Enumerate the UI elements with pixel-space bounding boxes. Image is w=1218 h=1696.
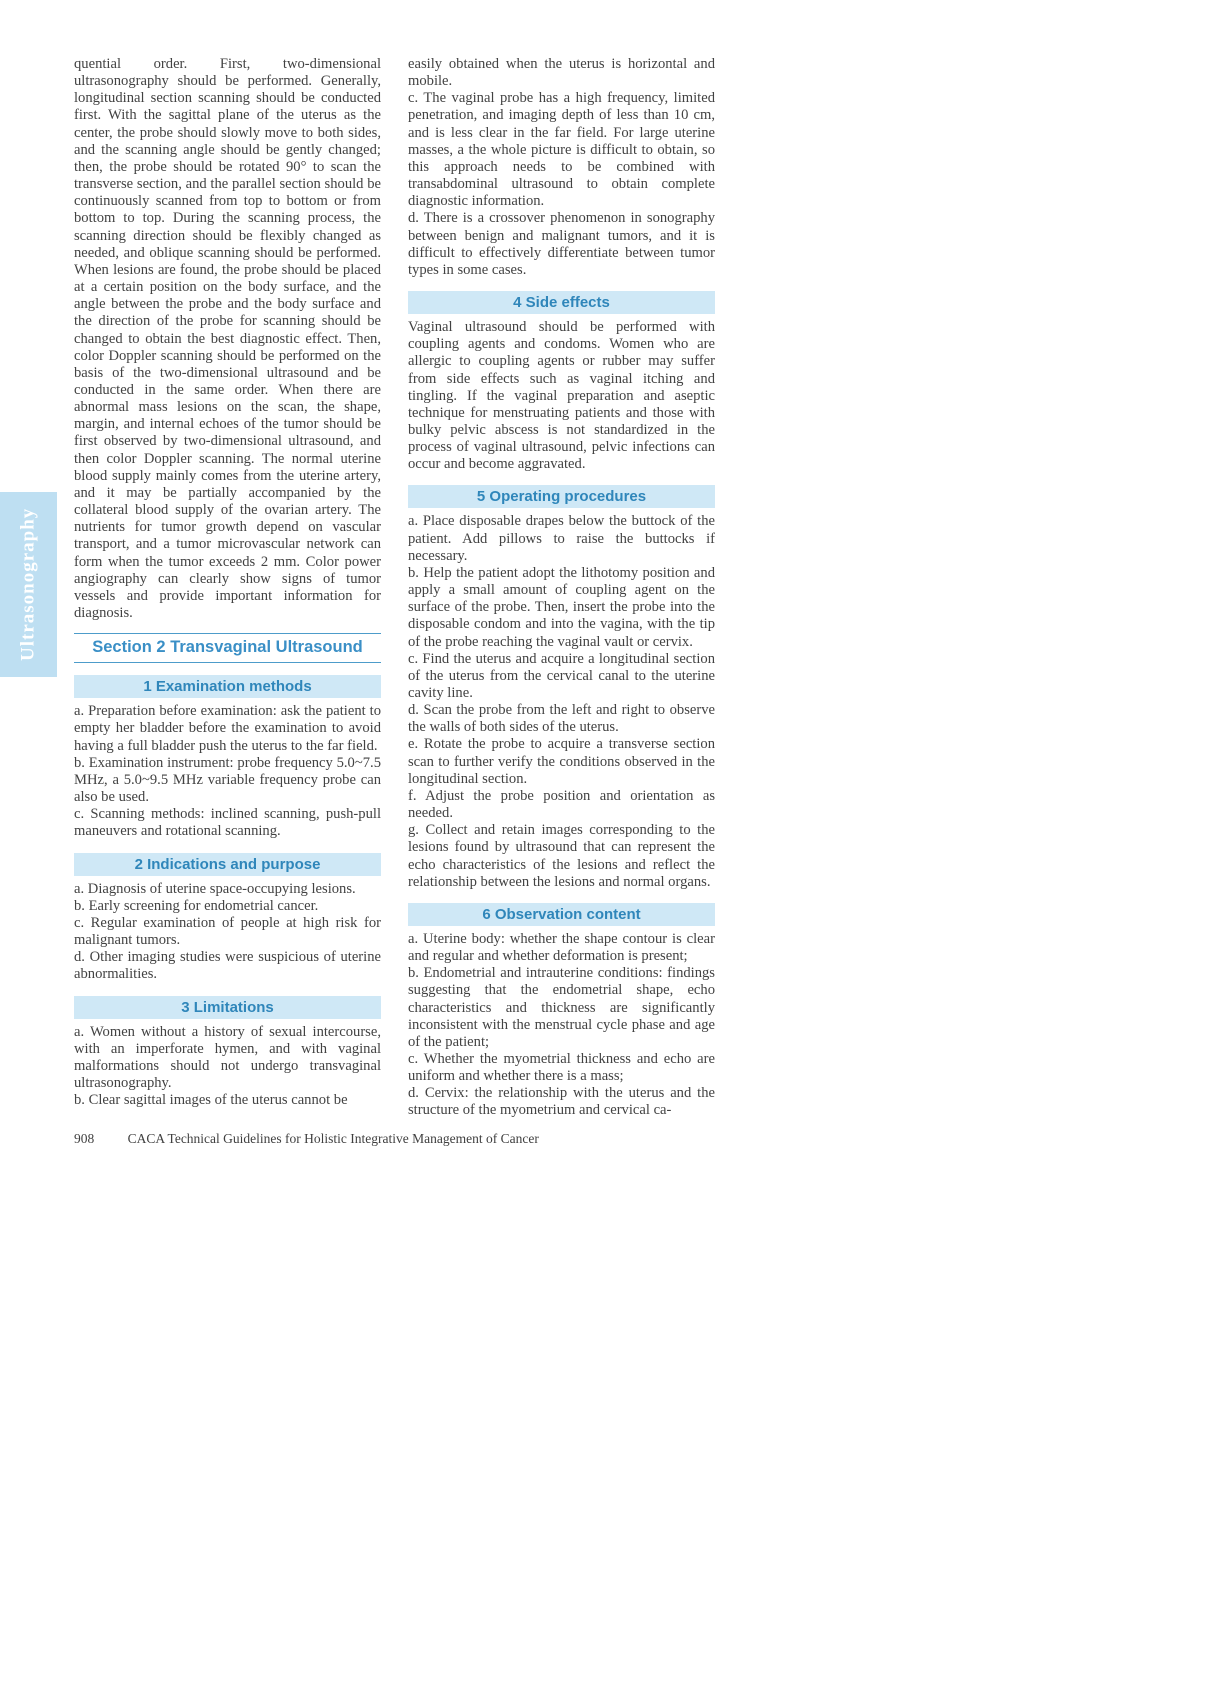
body-paragraph: a. Uterine body: whether the shape contour is clear and regular and whether deformation is present;	[408, 930, 715, 965]
body-paragraph: c. Whether the myometrial thickness and echo are uniform and whether there is a mass;	[408, 1050, 715, 1085]
right-column	[408, 56, 715, 1120]
subsection-header-limitations: 3 Limitations	[74, 996, 381, 1019]
body-paragraph: d. Other imaging studies were suspicious of uterine abnormalities.	[74, 949, 381, 983]
section-heading-block	[74, 633, 381, 663]
body-paragraph: f. Adjust the probe position and orientation as needed.	[408, 787, 715, 822]
body-paragraph: a. Women without a history of sexual intercourse, with an imperforate hymen, and with vaginal malformations should not undergo transvaginal ultrasonography.	[74, 1023, 381, 1091]
body-paragraph: c. Regular examination of people at high risk for malignant tumors.	[74, 914, 381, 949]
page-footer	[74, 1131, 774, 1147]
body-paragraph: b. Early screening for endometrial cancer.	[74, 897, 319, 914]
subsection-header-observation-content: 6 Observation content	[408, 903, 715, 926]
body-paragraph: d. Cervix: the relationship with the uterus and the structure of the myometrium and cervical ca-	[408, 1085, 715, 1119]
body-paragraph: b. Examination instrument: probe frequency 5.0~7.5 MHz, a 5.0~9.5 MHz variable frequency probe can also be used.	[74, 754, 381, 806]
body-paragraph: c. Find the uterus and acquire a longitudinal section of the uterus from the cervical canal to the uterine cavity line.	[408, 650, 715, 701]
body-paragraph: quential order. First, two-dimensional ultrasonography should be performed. Generally, longitudinal section scanning should be conducted first. With the sagittal plane of the uterus as the center, the probe should slowly move to both sides, and the scanning angle should be gently changed; then, the probe should be rotated 90° to scan the transverse section, and the parallel section should be continuously scanned from top to bottom or from bottom to top. During the scanning process, the scanning direction should be flexibly changed as needed, and oblique scanning should be performed. When lesions are found, the probe should be placed at a certain position on the body surface, and the angle between the probe and the body surface and the direction of the probe for scanning should be changed to obtain the best diagnostic effect. Then, color Doppler scanning should be performed on the basis of the two-dimensional ultrasound and be conducted in the same order. When there are abnormal mass lesions on the scan, the shape, margin, and internal echoes of the tumor should be first observed by two-dimensional ultrasound, and then color Doppler scanning. The normal uterine blood supply mainly comes from the uterine artery, and it may be partially accompanied by the collateral blood supply of the ovarian artery. The nutrients for tumor growth depend on vascular transport, and a tumor microvascular network can form when the tumor exceeds 2 mm. Color power angiography can clearly show signs of tumor vessels and provide important information for diagnosis.	[74, 56, 381, 621]
body-paragraph: a. Place disposable drapes below the buttock of the patient. Add pillows to raise the buttocks if necessary.	[408, 513, 715, 564]
body-paragraph: easily obtained when the uterus is horizontal and mobile.	[408, 56, 715, 90]
page-number: 908	[74, 1131, 95, 1146]
subsection-header-side-effects: 4 Side effects	[408, 291, 715, 314]
subsection-header-indications-purpose: 2 Indications and purpose	[74, 853, 381, 876]
section-heading: Section 2 Transvaginal Ultrasound	[92, 638, 363, 657]
body-paragraph: d. Scan the probe from the left and right to observe the walls of both sides of the uterus.	[408, 702, 715, 736]
body-paragraph: b. Clear sagittal images of the uterus cannot be	[74, 1092, 348, 1109]
running-title: CACA Technical Guidelines for Holistic Integrative Management of Cancer	[127, 1131, 539, 1146]
left-column	[74, 56, 381, 1109]
body-paragraph: b. Endometrial and intrauterine conditions: findings suggesting that the endometrial shape, echo characteristics and thickness are significantly inconsistent with the menstrual cycle phase and age of the patient;	[408, 965, 715, 1050]
body-paragraph: e. Rotate the probe to acquire a transverse section scan to further verify the conditions observed in the longitudinal section.	[408, 736, 715, 787]
body-paragraph: c. The vaginal probe has a high frequency, limited penetration, and imaging depth of less than 10 cm, and is less clear in the far field. For large uterine masses, a the whole picture is difficult to obtain, so this approach needs to be combined with transabdominal ultrasound to obtain complete diagnostic information.	[408, 90, 715, 210]
body-paragraph: c. Scanning methods: inclined scanning, push-pull maneuvers and rotational scanning.	[74, 806, 381, 840]
body-paragraph: g. Collect and retain images corresponding to the lesions found by ultrasound that can represent the echo characteristics of the lesions and reflect the relationship between the lesions and normal organs.	[408, 822, 715, 890]
chapter-tab-label: Ultrasonography	[17, 507, 39, 662]
subsection-header-operating-procedures: 5 Operating procedures	[408, 485, 715, 508]
body-paragraph: Vaginal ultrasound should be performed with coupling agents and condoms. Women who are allergic to coupling agents or rubber may suffer from side effects such as vaginal itching and tingling. If the vaginal preparation and aseptic technique for menstruating patients and those with bulky pelvic abscess is not standardized in the process of vaginal ultrasound, pelvic infections can occur and become aggravated.	[408, 319, 715, 473]
body-paragraph: d. There is a crossover phenomenon in sonography between benign and malignant tumors, and it is difficult to effectively differentiate between tumor types in some cases.	[408, 210, 715, 278]
chapter-tab	[0, 492, 57, 677]
subsection-header-examination-methods: 1 Examination methods	[74, 675, 381, 698]
body-paragraph: b. Help the patient adopt the lithotomy position and apply a small amount of coupling agent on the surface of the probe. Then, insert the probe into the disposable condom and into the vagina, with the tip of the probe reaching the vaginal vault or cervix.	[408, 564, 715, 650]
heading-rule-bottom	[74, 662, 381, 663]
body-paragraph: a. Preparation before examination: ask the patient to empty her bladder before the examination to avoid having a full bladder push the uterus to the far field.	[74, 703, 381, 754]
body-paragraph: a. Diagnosis of uterine space-occupying lesions.	[74, 880, 356, 897]
